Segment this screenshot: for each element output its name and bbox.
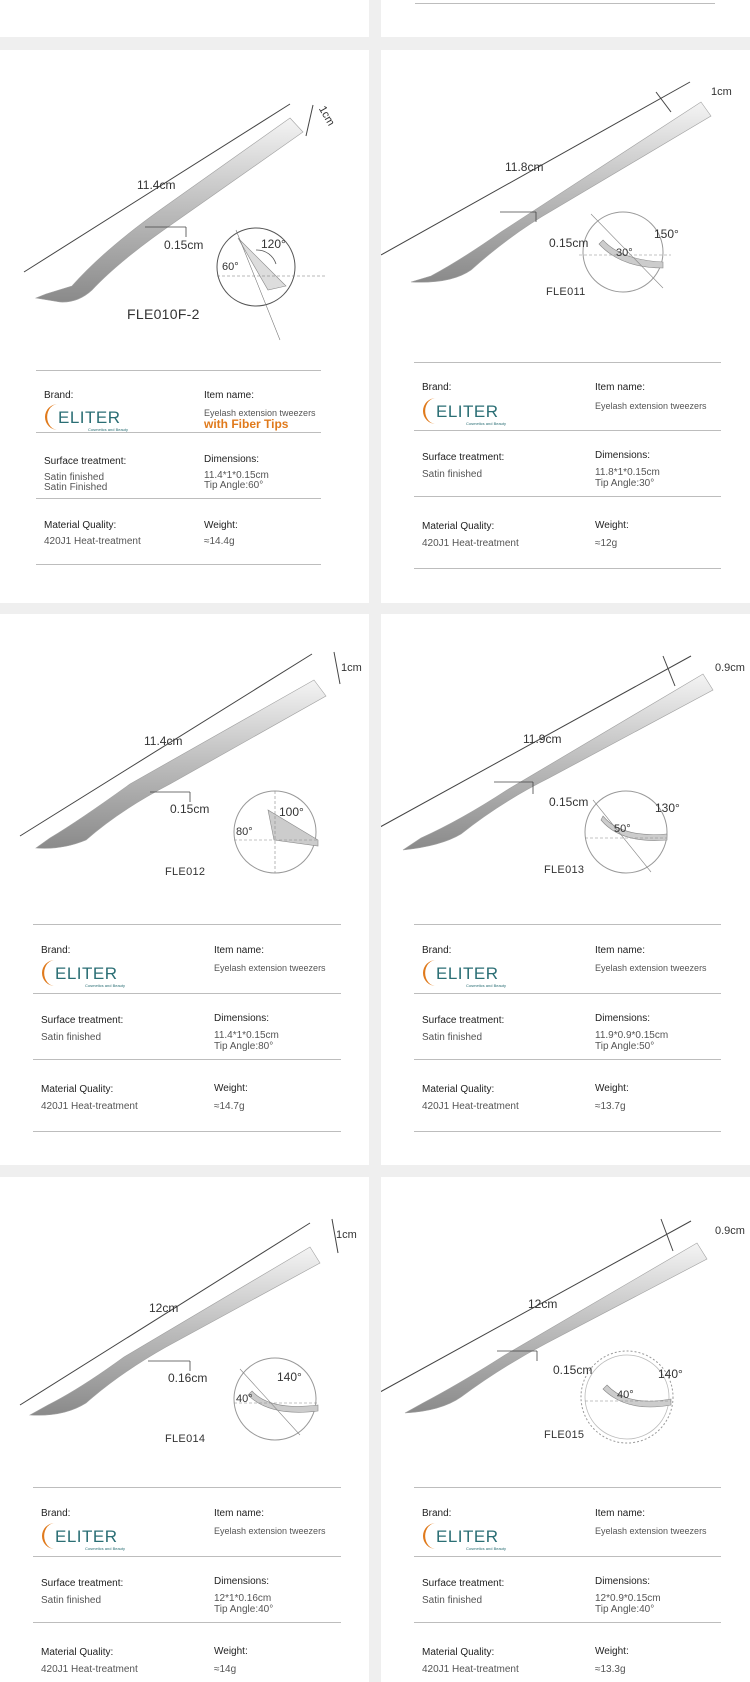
tip-angle-value: Tip Angle:60° bbox=[204, 480, 264, 491]
dimensions-label: Dimensions: bbox=[595, 450, 651, 461]
item-name-label: Item name: bbox=[204, 390, 255, 401]
surface-label: Surface treatment: bbox=[41, 1015, 124, 1026]
tip-label: 0.16cm bbox=[168, 1371, 208, 1385]
dimensions-value: 11.9*0.9*0.15cm bbox=[595, 1030, 669, 1041]
item-name-label: Item name: bbox=[595, 1508, 646, 1519]
product-card-fle014 bbox=[0, 1177, 369, 1682]
dimensions-value: 11.8*1*0.15cm bbox=[595, 467, 660, 478]
surface-label: Surface treatment: bbox=[422, 1015, 505, 1026]
dimensions-value: 12*0.9*0.15cm bbox=[595, 1593, 661, 1604]
length-label: 12cm bbox=[528, 1297, 558, 1311]
logo-tagline: Cosmetics and Beauty bbox=[85, 1546, 126, 1551]
surface-value: Satin finished bbox=[422, 469, 483, 480]
weight-label: Weight: bbox=[595, 520, 629, 531]
spec-table bbox=[33, 924, 341, 1164]
surface-value: Satin finished bbox=[422, 1032, 483, 1043]
length-label: 11.8cm bbox=[505, 160, 544, 174]
material-label: Material Quality: bbox=[44, 520, 117, 531]
eliter-logo bbox=[422, 396, 532, 428]
logo-wordmark: ELITER bbox=[55, 1527, 118, 1546]
tweezer-diagram bbox=[381, 614, 750, 894]
surface-label: Surface treatment: bbox=[422, 452, 505, 463]
tweezer-diagram bbox=[0, 50, 369, 370]
model-label: FLE012 bbox=[165, 866, 206, 878]
length-label: 11.9cm bbox=[523, 732, 562, 746]
item-name-value: Eyelash extension tweezers bbox=[214, 963, 326, 973]
partial-card-top-right bbox=[381, 0, 750, 37]
logo-wordmark: ELITER bbox=[436, 402, 499, 421]
product-card-fle015 bbox=[381, 1177, 750, 1682]
angle-small-label: 30° bbox=[616, 247, 633, 259]
logo-wordmark: ELITER bbox=[436, 964, 499, 983]
item-name-value: Eyelash extension tweezers bbox=[595, 963, 707, 973]
logo-tagline: Cosmetics and Beauty bbox=[88, 427, 129, 432]
logo-tagline: Cosmetics and Beauty bbox=[85, 983, 126, 988]
partial-card-top-left bbox=[0, 0, 369, 37]
surface-label: Surface treatment: bbox=[44, 456, 127, 467]
length-label: 11.4cm bbox=[144, 734, 183, 748]
model-label: FLE014 bbox=[165, 1433, 206, 1445]
logo-tagline: Cosmetics and Beauty bbox=[466, 983, 507, 988]
model-label: FLE013 bbox=[544, 864, 585, 876]
surface-label: Surface treatment: bbox=[41, 1578, 124, 1589]
dimensions-label: Dimensions: bbox=[595, 1576, 651, 1587]
tweezer-diagram bbox=[381, 50, 750, 370]
spec-table bbox=[414, 924, 721, 1164]
weight-value: ≈14.4g bbox=[204, 536, 235, 547]
weight-value: ≈13.7g bbox=[595, 1101, 626, 1112]
tip-label: 0.15cm bbox=[549, 236, 589, 250]
tweezer-diagram bbox=[381, 1177, 750, 1457]
material-label: Material Quality: bbox=[422, 521, 495, 532]
tip-angle-value: Tip Angle:40° bbox=[595, 1604, 655, 1615]
angle-big-label: 130° bbox=[655, 801, 680, 815]
dimensions-label: Dimensions: bbox=[214, 1013, 270, 1024]
item-name-value: Eyelash extension tweezers bbox=[214, 1526, 326, 1536]
brand-label: Brand: bbox=[44, 390, 74, 401]
material-value: 420J1 Heat-treatment bbox=[44, 536, 141, 547]
spec-table bbox=[414, 362, 721, 602]
product-card-fle012 bbox=[0, 614, 369, 1165]
tip-angle-value: Tip Angle:40° bbox=[214, 1604, 274, 1615]
tip-angle-value: Tip Angle:50° bbox=[595, 1041, 655, 1052]
width-label: 1cm bbox=[341, 662, 362, 674]
logo-tagline: Cosmetics and Beauty bbox=[466, 1546, 507, 1551]
dimensions-label: Dimensions: bbox=[204, 454, 260, 465]
weight-value: ≈14g bbox=[214, 1664, 237, 1675]
tip-angle-value: Tip Angle:80° bbox=[214, 1041, 274, 1052]
brand-label: Brand: bbox=[422, 382, 452, 393]
material-label: Material Quality: bbox=[422, 1084, 495, 1095]
item-name-value: Eyelash extension tweezers bbox=[595, 401, 707, 411]
material-label: Material Quality: bbox=[41, 1647, 114, 1658]
material-value: 420J1 Heat-treatment bbox=[41, 1101, 138, 1112]
spec-table bbox=[33, 1487, 341, 1682]
angle-big-label: 120° bbox=[261, 237, 286, 251]
angle-big-label: 150° bbox=[654, 227, 679, 241]
tweezer-diagram bbox=[0, 1177, 369, 1457]
tip-label: 0.15cm bbox=[164, 238, 204, 252]
spec-table bbox=[36, 370, 321, 603]
tip-label: 0.15cm bbox=[170, 802, 210, 816]
material-label: Material Quality: bbox=[41, 1084, 114, 1095]
angle-small-label: 40° bbox=[617, 1389, 634, 1401]
item-name-label: Item name: bbox=[595, 945, 646, 956]
weight-label: Weight: bbox=[204, 520, 238, 531]
material-value: 420J1 Heat-treatment bbox=[422, 1101, 519, 1112]
width-label: 0.9cm bbox=[715, 1225, 745, 1237]
width-label: 1cm bbox=[336, 1229, 357, 1241]
width-label: 0.9cm bbox=[715, 662, 745, 674]
product-card-fle011 bbox=[381, 50, 750, 603]
brand-label: Brand: bbox=[41, 945, 71, 956]
length-label: 11.4cm bbox=[137, 178, 176, 192]
width-label: 1cm bbox=[315, 104, 337, 128]
surface-value-2: Satin Finished bbox=[44, 482, 108, 493]
eliter-logo bbox=[422, 958, 532, 990]
angle-small-label: 50° bbox=[614, 823, 631, 835]
weight-label: Weight: bbox=[214, 1646, 248, 1657]
weight-value: ≈13.3g bbox=[595, 1664, 626, 1675]
logo-wordmark: ELITER bbox=[436, 1527, 499, 1546]
surface-label: Surface treatment: bbox=[422, 1578, 505, 1589]
surface-value: Satin finished bbox=[41, 1595, 102, 1606]
brand-label: Brand: bbox=[422, 945, 452, 956]
length-label: 12cm bbox=[149, 1301, 179, 1315]
item-name-value: Eyelash extension tweezers bbox=[204, 408, 316, 418]
logo-tagline: Cosmetics and Beauty bbox=[466, 421, 507, 426]
eliter-logo bbox=[44, 402, 154, 434]
product-card-fle013 bbox=[381, 614, 750, 1165]
weight-label: Weight: bbox=[595, 1083, 629, 1094]
brand-label: Brand: bbox=[422, 1508, 452, 1519]
brand-label: Brand: bbox=[41, 1508, 71, 1519]
width-label: 1cm bbox=[711, 86, 732, 98]
eliter-logo bbox=[41, 1521, 151, 1553]
angle-big-label: 100° bbox=[279, 805, 304, 819]
item-name-label: Item name: bbox=[214, 1508, 265, 1519]
material-value: 420J1 Heat-treatment bbox=[41, 1664, 138, 1675]
weight-label: Weight: bbox=[595, 1646, 629, 1657]
dimensions-label: Dimensions: bbox=[214, 1576, 270, 1587]
dimensions-value: 11.4*1*0.15cm bbox=[214, 1030, 279, 1041]
item-name-extra: with Fiber Tips bbox=[204, 417, 289, 431]
angle-big-label: 140° bbox=[658, 1367, 683, 1381]
weight-value: ≈14.7g bbox=[214, 1101, 245, 1112]
item-name-label: Item name: bbox=[595, 382, 646, 393]
logo-wordmark: ELITER bbox=[55, 964, 118, 983]
product-card-fle010f-2 bbox=[0, 50, 369, 603]
material-value: 420J1 Heat-treatment bbox=[422, 1664, 519, 1675]
tip-label: 0.15cm bbox=[553, 1363, 593, 1377]
weight-value: ≈12g bbox=[595, 538, 618, 549]
model-label: FLE015 bbox=[544, 1429, 585, 1441]
surface-value: Satin finished bbox=[422, 1595, 483, 1606]
logo-wordmark: ELITER bbox=[58, 408, 121, 427]
model-label: FLE010F-2 bbox=[127, 306, 200, 322]
weight-label: Weight: bbox=[214, 1083, 248, 1094]
material-label: Material Quality: bbox=[422, 1647, 495, 1658]
surface-value: Satin finished bbox=[44, 472, 105, 483]
eliter-logo bbox=[41, 958, 151, 990]
angle-small-label: 60° bbox=[222, 261, 239, 273]
item-name-label: Item name: bbox=[214, 945, 265, 956]
model-label: FLE011 bbox=[546, 286, 586, 298]
dimensions-label: Dimensions: bbox=[595, 1013, 651, 1024]
eliter-logo bbox=[422, 1521, 532, 1553]
tip-angle-value: Tip Angle:30° bbox=[595, 478, 655, 489]
item-name-value: Eyelash extension tweezers bbox=[595, 1526, 707, 1536]
dimensions-value: 11.4*1*0.15cm bbox=[204, 470, 269, 481]
angle-small-label: 40° bbox=[236, 1393, 253, 1405]
spec-table bbox=[414, 1487, 721, 1682]
angle-big-label: 140° bbox=[277, 1370, 302, 1384]
angle-small-label: 80° bbox=[236, 826, 253, 838]
material-value: 420J1 Heat-treatment bbox=[422, 538, 519, 549]
dimensions-value: 12*1*0.16cm bbox=[214, 1593, 272, 1604]
surface-value: Satin finished bbox=[41, 1032, 102, 1043]
tweezer-diagram bbox=[0, 614, 369, 894]
tip-label: 0.15cm bbox=[549, 795, 589, 809]
